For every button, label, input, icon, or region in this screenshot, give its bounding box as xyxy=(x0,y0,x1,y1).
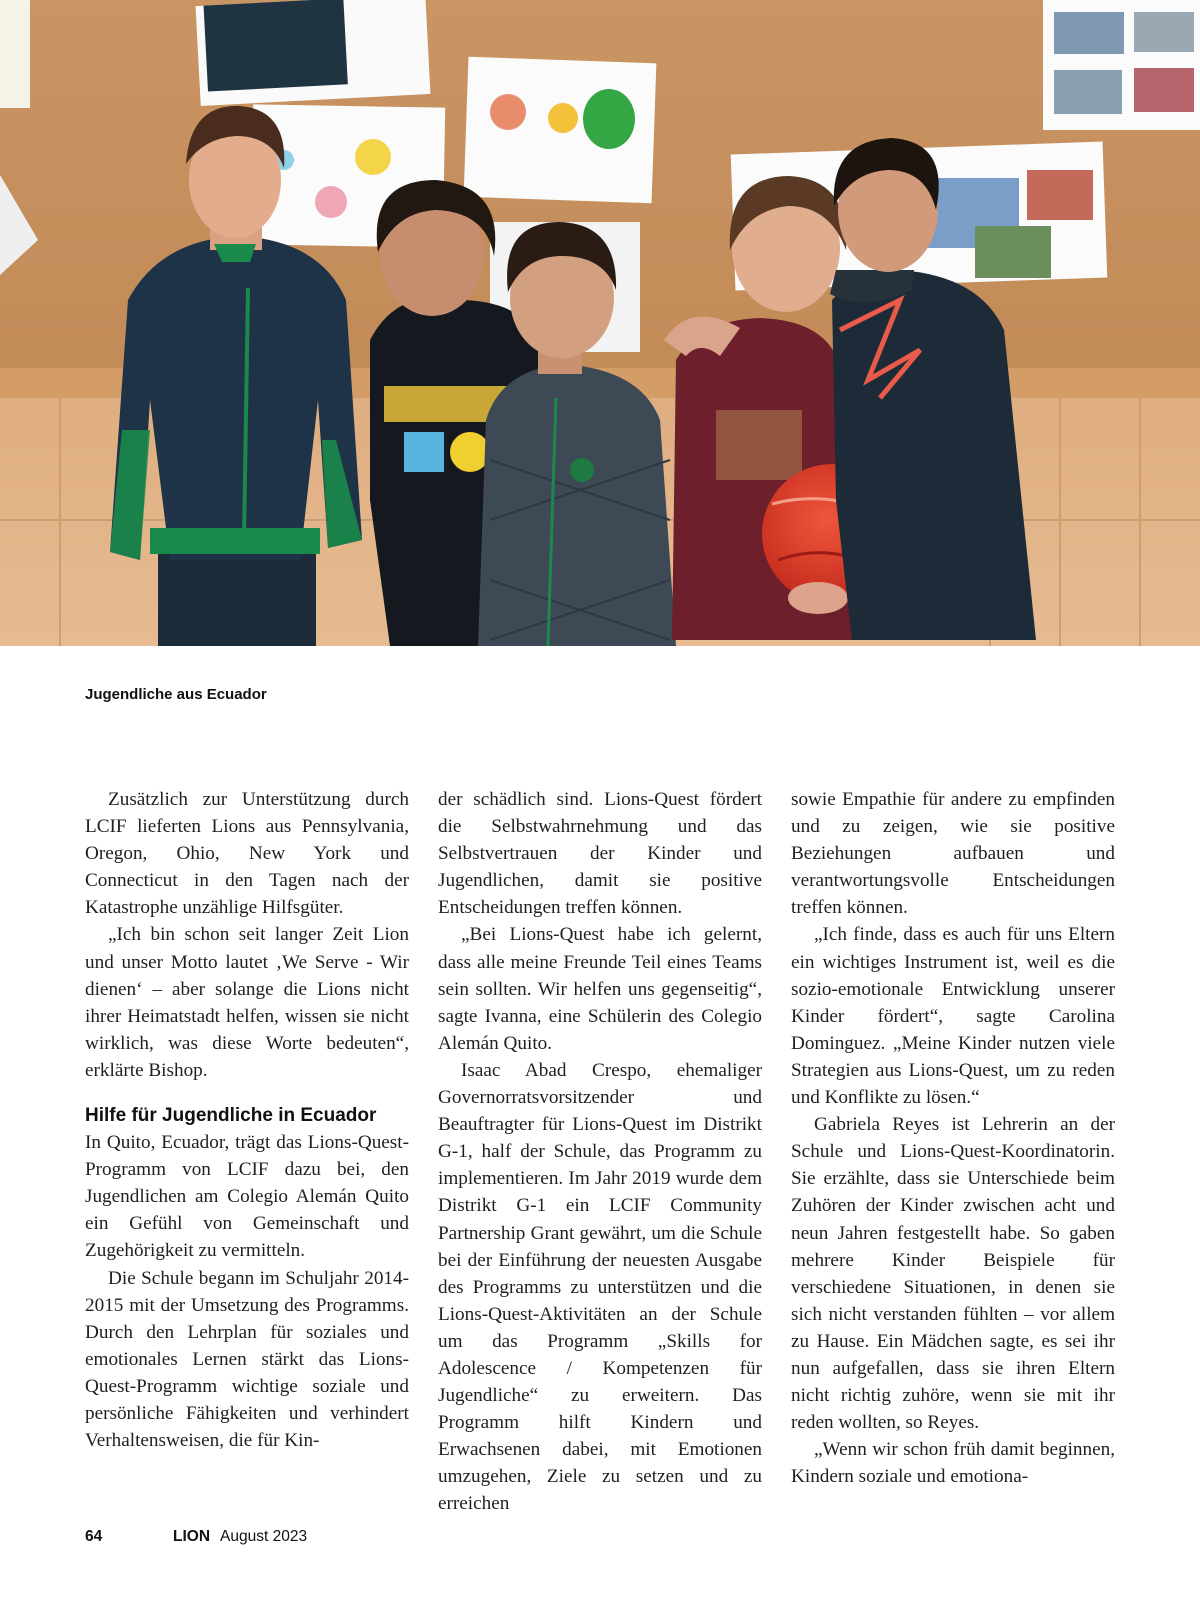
poster-dark xyxy=(196,0,431,106)
paragraph: „Ich finde, dass es auch für uns Eltern ein wichtiges Instrument ist, weil es die sozio-emotionale Entwicklung unserer Kinder fördert“, sagte Carolina Dominguez. „Meine Kinder nutzen viele Strategien aus Lions-Quest, um zu reden und Konflikte zu lösen.“ xyxy=(791,924,1115,1109)
article-column-2 xyxy=(438,786,762,1518)
article-column-3 xyxy=(791,786,1115,1490)
children-group-photo xyxy=(0,0,1200,646)
hero-photo xyxy=(0,0,1200,646)
paragraph: sowie Empathie für andere zu empfinden und zu zeigen, wie sie positive Beziehungen aufbauen und verantwortungsvolle Entscheidungen treffen können. xyxy=(791,789,1115,919)
paragraph: In Quito, Ecuador, trägt das Lions-Quest-Programm von LCIF dazu bei, den Jugendlichen am Colegio Alemán Quito ein Gefühl von Gemeinschaft und Zugehörigkeit zu vermitteln. xyxy=(85,1132,409,1262)
paragraph: der schädlich sind. Lions-Quest fördert die Selbstwahrnehmung und das Selbstvertrauen der Kinder und Jugendlichen, damit sie positive Entscheidungen treffen können. xyxy=(438,789,762,919)
paragraph: Zusätzlich zur Unterstützung durch LCIF lieferten Lions aus Pennsylvania, Oregon, Ohio, New York und Connecticut in den Tagen nach der Katastrophe unzählige Hilfsgüter. xyxy=(85,789,409,919)
page-number: 64 xyxy=(85,1528,103,1545)
page-footer xyxy=(85,1528,307,1546)
paragraph: Die Schule begann im Schuljahr 2014-2015 mit der Umsetzung des Programms. Durch den Lehrplan für soziales und emotionales Lernen stärkt das Lions-Quest-Programm wichtige soziale und persönliche Fähigkeiten und verhindert Verhaltensweisen, die für Kin- xyxy=(85,1267,409,1452)
paragraph: „Wenn wir schon früh damit beginnen, Kindern soziale und emotiona- xyxy=(791,1439,1115,1488)
section-heading: Hilfe für Jugendliche in Ecuador xyxy=(85,1105,377,1127)
paragraph: „Ich bin schon seit langer Zeit Lion und unser Motto lautet ‚We Serve - Wir dienen‘ – aber solange die Lions nicht ihrer Heimatstadt helfen, wissen sie nicht wirklich, was diese Worte bedeuten“, erklärte Bishop. xyxy=(85,924,409,1081)
photo-caption: Jugendliche aus Ecuador xyxy=(85,686,267,703)
article-column-1 xyxy=(85,786,409,1454)
paragraph: Isaac Abad Crespo, ehemaliger Governorratsvorsitzender und Beauftragter für Lions-Quest im Distrikt G-1, half der Schule, das Programm zu implementieren. Im Jahr 2019 wurde dem Distrikt G-1 ein LCIF Community Partnership Grant gewährt, um die Schule bei der Einführung der neuesten Ausgabe des Programms zu unterstützen und die Lions-Quest-Aktivitäten an der Schule um das Programm „Skills for Adolescence / Kompetenzen für Jugendliche“ zu erweitern. Das Programm hilft Kindern und Erwachsenen dabei, mit Emotionen umzugehen, Ziele zu setzen und zu erreichen xyxy=(438,1059,762,1515)
paragraph: „Bei Lions-Quest habe ich gelernt, dass alle meine Freunde Teil eines Teams sein sollten. Wir helfen uns gegenseitig“, sagte Ivanna, eine Schülerin des Colegio Alemán Quito. xyxy=(438,924,762,1054)
paragraph: Gabriela Reyes ist Lehrerin an der Schule und Lions-Quest-Koordinatorin. Sie erzählte, dass sie Unterschiede beim Zuhören der Kinder zwischen acht und neun Jahren festgestellt habe. So gaben mehrere Kinder Beispiele für verschiedene Situationen, in denen sie sich nicht verstanden fühlten – vor allem zu Hause. Ein Mädchen sagte, es sei ihr nun aufgefallen, dass sie ihren Eltern nicht richtig zuhöre, wenn sie mit ihr reden wollten, so Reyes. xyxy=(791,1114,1115,1434)
magazine-name: LION xyxy=(173,1528,211,1545)
issue-date: August 2023 xyxy=(220,1528,308,1545)
